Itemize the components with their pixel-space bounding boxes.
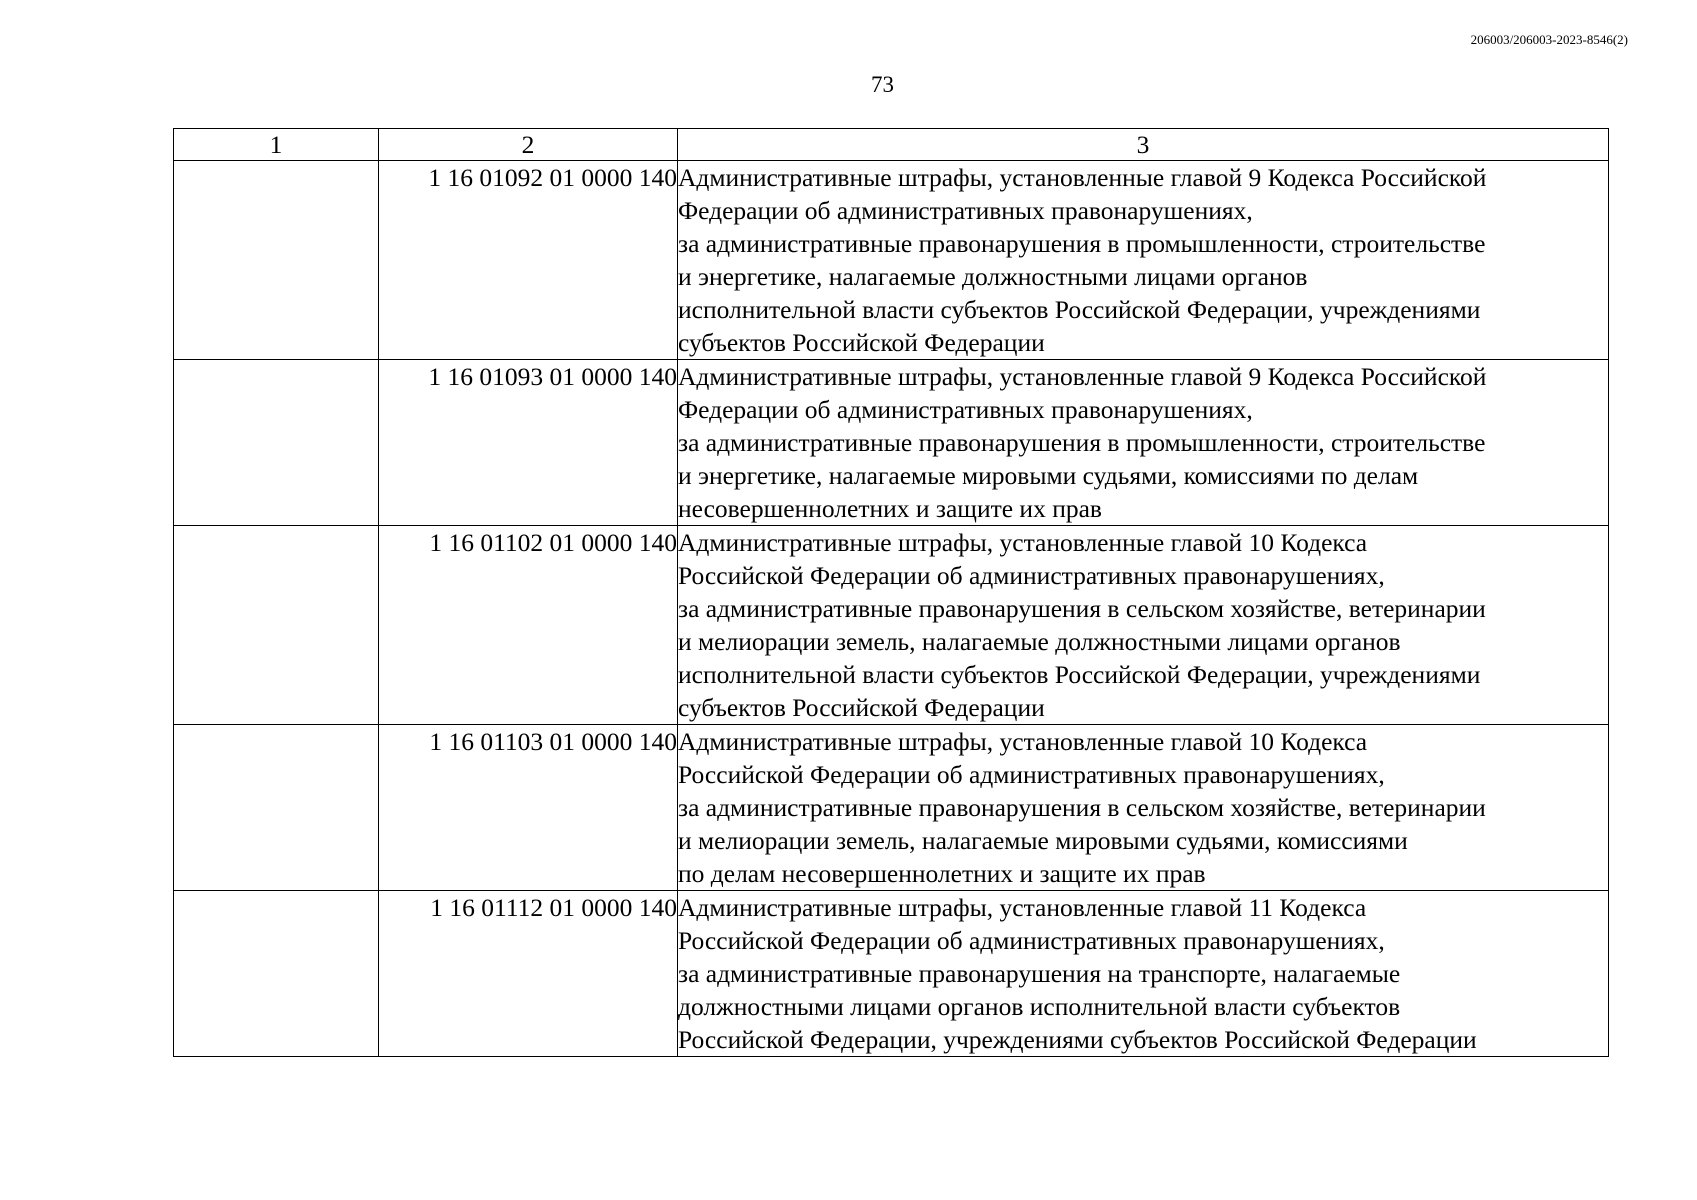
column-header-3: 3: [678, 129, 1609, 161]
description-cell: [678, 526, 1609, 725]
table-row: [174, 161, 1609, 360]
description-line: Федерации об административных правонарушениях,: [678, 196, 1253, 225]
table-row: [174, 891, 1609, 1057]
table-row: [174, 526, 1609, 725]
budget-code-cell: 1 16 01093 01 0000 140: [379, 360, 678, 526]
description-cell: [678, 161, 1609, 360]
description-line: за административные правонарушения на транспорте, налагаемые: [678, 959, 1401, 988]
row-col1-cell: [174, 891, 379, 1057]
budget-code-cell: 1 16 01103 01 0000 140: [379, 725, 678, 891]
description-cell: [678, 725, 1609, 891]
description-line: субъектов Российской Федерации: [678, 328, 1045, 357]
budget-code-cell: 1 16 01112 01 0000 140: [379, 891, 678, 1057]
row-col1-cell: [174, 526, 379, 725]
description-line: за административные правонарушения в сельском хозяйстве, ветеринарии: [678, 793, 1486, 822]
description-line: Российской Федерации, учреждениями субъектов Российской Федерации: [678, 1025, 1477, 1054]
description-line: и энергетике, налагаемые мировыми судьями, комиссиями по делам: [678, 461, 1419, 490]
column-header-2: 2: [379, 129, 678, 161]
description-line: исполнительной власти субъектов Российской Федерации, учреждениями: [678, 295, 1481, 324]
table-row: [174, 360, 1609, 526]
column-header-1: 1: [174, 129, 379, 161]
description-line: Административные штрафы, установленные главой 10 Кодекса: [678, 528, 1368, 557]
description-line: и мелиорации земель, налагаемые мировыми судьями, комиссиями: [678, 826, 1408, 855]
page-number: 73: [871, 72, 894, 97]
budget-codes-table: [173, 128, 1609, 1057]
description-line: Административные штрафы, установленные главой 10 Кодекса: [678, 727, 1368, 756]
table-row: [174, 725, 1609, 891]
description-line: исполнительной власти субъектов Российской Федерации, учреждениями: [678, 660, 1481, 689]
table-header-row: [174, 129, 1609, 161]
description-line: Федерации об административных правонарушениях,: [678, 395, 1253, 424]
description-line: субъектов Российской Федерации: [678, 693, 1045, 722]
budget-code-cell: 1 16 01102 01 0000 140: [379, 526, 678, 725]
document-id: 206003/206003-2023-8546(2): [1470, 32, 1628, 47]
description-cell: [678, 360, 1609, 526]
table-body: [174, 161, 1609, 1057]
row-col1-cell: [174, 725, 379, 891]
description-line: должностными лицами органов исполнительной власти субъектов: [678, 992, 1401, 1021]
description-line: и мелиорации земель, налагаемые должностными лицами органов: [678, 627, 1401, 656]
description-line: по делам несовершеннолетних и защите их прав: [678, 859, 1206, 888]
description-line: Административные штрафы, установленные главой 9 Кодекса Российской: [678, 362, 1487, 391]
row-col1-cell: [174, 360, 379, 526]
description-line: за административные правонарушения в сельском хозяйстве, ветеринарии: [678, 594, 1486, 623]
description-line: Административные штрафы, установленные главой 11 Кодекса: [678, 893, 1367, 922]
description-line: за административные правонарушения в промышленности, строительстве: [678, 229, 1486, 258]
description-cell: [678, 891, 1609, 1057]
description-line: Российской Федерации об административных правонарушениях,: [678, 760, 1385, 789]
description-line: Административные штрафы, установленные главой 9 Кодекса Российской: [678, 163, 1487, 192]
description-line: Российской Федерации об административных правонарушениях,: [678, 561, 1385, 590]
row-col1-cell: [174, 161, 379, 360]
budget-code-cell: 1 16 01092 01 0000 140: [379, 161, 678, 360]
description-line: за административные правонарушения в промышленности, строительстве: [678, 428, 1486, 457]
description-line: Российской Федерации об административных правонарушениях,: [678, 926, 1385, 955]
description-line: и энергетике, налагаемые должностными лицами органов: [678, 262, 1308, 291]
description-line: несовершеннолетних и защите их прав: [678, 494, 1102, 523]
